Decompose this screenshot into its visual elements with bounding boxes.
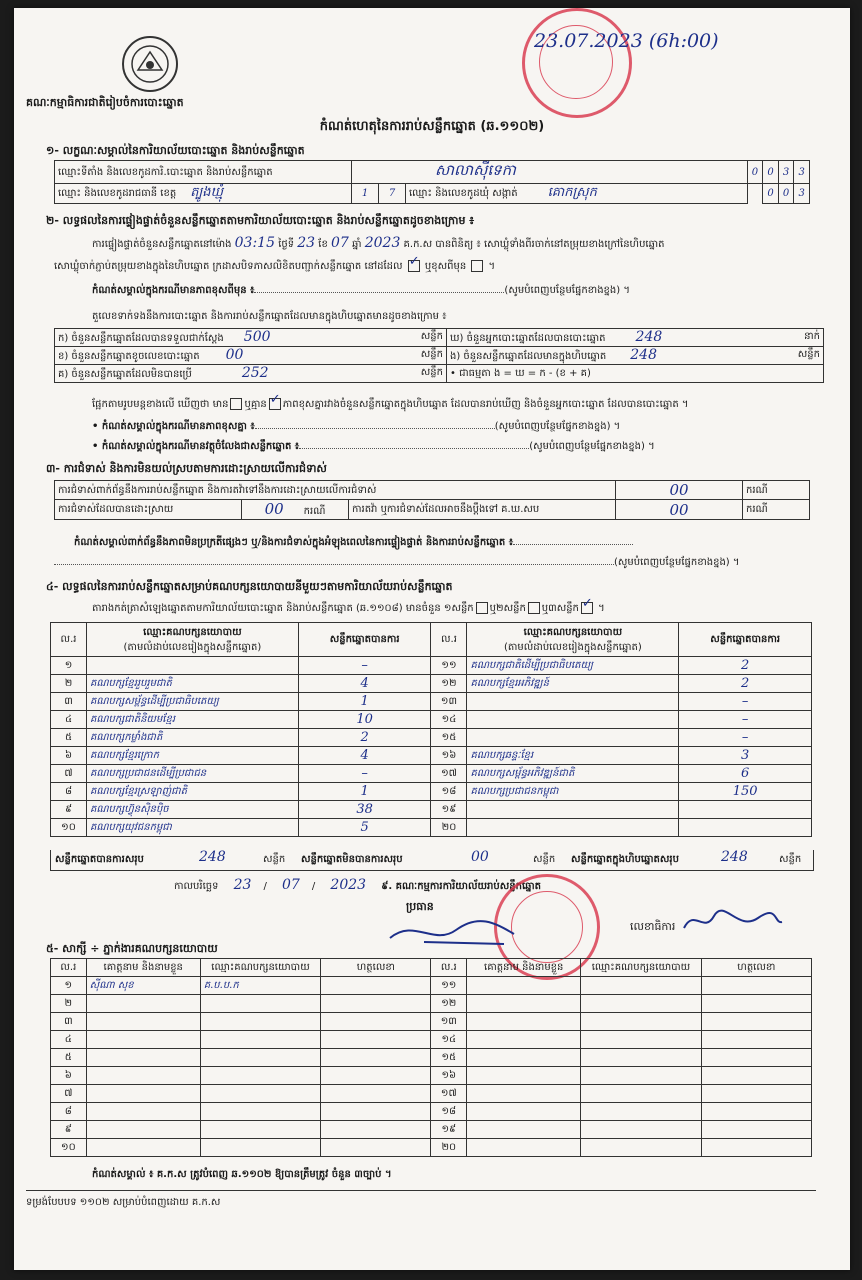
row-number: ១៣ xyxy=(431,1013,467,1031)
row-number: ៨ xyxy=(51,1103,87,1121)
witness-signature xyxy=(701,1139,811,1157)
row-number: ៥ xyxy=(51,729,87,747)
three-sheet-checkbox[interactable] xyxy=(581,602,593,614)
witness-table xyxy=(50,958,812,1157)
province-code-digit: 7 xyxy=(379,184,406,204)
witness-party xyxy=(581,1013,701,1031)
page-title: កំណត់ហេតុនៃការរាប់សន្លឹកឆ្នោត (ឆ.១១០២) xyxy=(319,119,545,134)
row-number: ៥ xyxy=(51,1049,87,1067)
form-sheet xyxy=(14,8,850,1270)
party-votes: 1 xyxy=(298,783,431,801)
witness-party xyxy=(581,1085,701,1103)
station-code-digit: 0 xyxy=(747,161,763,184)
witness-name xyxy=(467,977,581,995)
witness-name xyxy=(467,1085,581,1103)
witness-party xyxy=(200,1139,320,1157)
party-votes: 2 xyxy=(679,657,812,675)
section5-title: ៥- សាក្សី ÷ ភ្នាក់ងារគណបក្សនយោបាយ xyxy=(46,942,218,955)
row-number: ១ xyxy=(51,977,87,995)
section3-title: ៣- ការជំទាស់ និងការមិនយល់ស្របតាមការដោះស្រាយលើការជំទាស់ xyxy=(46,462,327,475)
row-number: ១៨ xyxy=(431,1103,467,1121)
witness-signature xyxy=(321,1085,431,1103)
party-votes: 1 xyxy=(298,693,431,711)
witness-party xyxy=(200,995,320,1013)
party-votes: 5 xyxy=(298,819,431,837)
seal-status-line: សោឃ្លុំចាក់ភ្ជាប់តម្រុយខាងក្នុងនៃហិបឆ្នោត ក្រដាសបិទភាសលិខិតបញ្ជាក់សន្លឹកឆ្នោត នៅដដែល ✓ ឬខុសពីមុន ។ xyxy=(54,260,495,274)
witness-party xyxy=(581,1139,701,1157)
witness-signature xyxy=(701,1121,811,1139)
table-row xyxy=(51,1031,812,1049)
row-number: ១៤ xyxy=(431,1031,467,1049)
witness-signature xyxy=(321,1121,431,1139)
col-sign-header: ហត្ថលេខា xyxy=(701,959,811,977)
witness-name xyxy=(467,995,581,1013)
witness-name xyxy=(86,1013,200,1031)
witness-name: ស៊ីណា សុខ xyxy=(86,977,200,995)
two-sheet-checkbox[interactable] xyxy=(528,602,540,614)
row-number: ១៣ xyxy=(431,693,467,711)
province-code-digit: 1 xyxy=(352,184,379,204)
witness-name xyxy=(467,1067,581,1085)
row-number: ១៧ xyxy=(431,1085,467,1103)
col-party-header: ឈ្មោះគណបក្សនយោបាយ xyxy=(200,959,320,977)
witness-party xyxy=(581,1103,701,1121)
province-label: ឈ្មោះ និងលេខកូដរាជធានី ខេត្ត ត្បូងឃ្មុំ xyxy=(55,184,352,204)
witness-signature xyxy=(321,1013,431,1031)
witness-party xyxy=(581,1067,701,1085)
row-number: ២០ xyxy=(431,1139,467,1157)
witness-signature xyxy=(701,1031,811,1049)
station-name-label: ឈ្មោះទីតាំង និងលេខកូដការិ.បោះឆ្នោត និងរាប់សន្លឹកឆ្នោត xyxy=(55,161,352,184)
no-difference-checkbox[interactable] xyxy=(269,398,281,410)
commune-code-digit: 0 xyxy=(763,184,779,204)
party-name: គណបក្សប្រជាជនកម្ពុជា xyxy=(467,783,679,801)
ballot-figures-table xyxy=(54,328,824,383)
row-number: ៨ xyxy=(51,783,87,801)
appeal-unit: ករណី xyxy=(743,500,810,520)
irregularity-fill: (សូមបំពេញបន្ថែមផ្នែកខាងខ្នង) ។ xyxy=(54,556,814,570)
row-number: ៦ xyxy=(51,1067,87,1085)
witness-name xyxy=(467,1103,581,1121)
witness-party xyxy=(581,977,701,995)
party-name xyxy=(467,819,679,837)
party-votes xyxy=(679,801,812,819)
party-name: គណបក្សប្រជាជនដើម្បីប្រជាជន xyxy=(86,765,298,783)
party-votes: 6 xyxy=(679,765,812,783)
witness-party xyxy=(200,1067,320,1085)
witness-signature xyxy=(701,1103,811,1121)
resolved-value: 00 ករណី xyxy=(242,500,349,520)
witness-party xyxy=(581,1121,701,1139)
figure-d: ឃ) ចំនួនអ្នកបោះឆ្នោតដែលបានបោះឆ្នោត 248 នាក់ xyxy=(447,329,824,347)
witness-party xyxy=(581,1049,701,1067)
party-name xyxy=(467,729,679,747)
row-number: ១២ xyxy=(431,995,467,1013)
row-number: ៣ xyxy=(51,693,87,711)
party-name: គណបក្សខ្មែរក្រោក xyxy=(86,747,298,765)
col-party-header: ឈ្មោះគណបក្សនយោបាយ xyxy=(581,959,701,977)
party-votes: 2 xyxy=(298,729,431,747)
witness-signature xyxy=(701,977,811,995)
witness-name xyxy=(467,1121,581,1139)
witness-party xyxy=(200,1085,320,1103)
commune-code-digit: 0 xyxy=(778,184,794,204)
col-party-header: ឈ្មោះគណបក្សនយោបាយ (តាមលំដាប់លេខរៀងក្នុងសន្លឹកឆ្នោត) xyxy=(467,623,679,657)
witness-signature xyxy=(321,995,431,1013)
figure-e: ង) ចំនួនសន្លឹកឆ្នោតដែលមានក្នុងហិបឆ្នោត 248 សន្លឹក xyxy=(447,347,824,365)
section2-title: ២- លទ្ធផលនៃការផ្ទៀងផ្ទាត់ចំនួនសន្លឹកឆ្នោតតាមការិយាល័យបោះឆ្នោត និងរាប់សន្លឹកឆ្នោតដូចខាងក្រោម ៖ xyxy=(46,214,475,227)
commune-label: ឈ្មោះ និងលេខកូដឃុំ សង្កាត់ គោកស្រុក xyxy=(406,184,748,204)
witness-signature xyxy=(321,1067,431,1085)
party-name: គណបក្សសម្ព័ន្ធដើម្បីប្រជាធិបតេយ្យ xyxy=(86,693,298,711)
party-votes: 150 xyxy=(679,783,812,801)
witness-name xyxy=(86,1085,200,1103)
row-number: ៤ xyxy=(51,711,87,729)
witness-signature xyxy=(701,995,811,1013)
witness-name xyxy=(86,1139,200,1157)
row-number: ៦ xyxy=(51,747,87,765)
table-row xyxy=(51,1139,812,1157)
complaints-table xyxy=(54,480,810,520)
party-votes: 4 xyxy=(298,675,431,693)
row-number: ១៨ xyxy=(431,783,467,801)
irregularity-note: កំណត់សម្គាល់ពាក់ព័ន្ធនឹងភាពមិនប្រក្រតីផ្សេងៗ ឬ/និងការជំទាស់ក្នុងអំឡុងពេលនៃការផ្ទៀងផ្ទាត់ និងការរាប់សន្លឹកឆ្នោត ៖ xyxy=(74,536,814,550)
row-number: ១ xyxy=(51,657,87,675)
party-votes xyxy=(679,819,812,837)
tally-sheet-line: តារាងកត់ត្រាសំឡេងឆ្នោតតាមការិយាល័យបោះឆ្នោត និងរាប់សន្លឹកឆ្នោត (ឆ.១១០៨) មានចំនួន ១សន្លឹក ឬ២សន្លឹក ឬ៣សន្លឹក✓ ។ xyxy=(92,602,605,616)
col-party-header: ឈ្មោះគណបក្សនយោបាយ (តាមលំដាប់លេខរៀងក្នុងសន្លឹកឆ្នោត) xyxy=(86,623,298,657)
party-name xyxy=(467,801,679,819)
table-row xyxy=(51,801,812,819)
party-name: គណបក្សជាតិនិយមខ្មែរ xyxy=(86,711,298,729)
party-votes: – xyxy=(679,693,812,711)
party-name xyxy=(467,693,679,711)
party-name xyxy=(86,657,298,675)
witness-name xyxy=(86,1121,200,1139)
witness-signature xyxy=(321,1031,431,1049)
party-votes: 38 xyxy=(298,801,431,819)
witness-party xyxy=(200,1049,320,1067)
table-row xyxy=(51,1049,812,1067)
change-note-line: កំណត់សម្គាល់ក្នុងករណីមានភាពខុសពីមុន ៖ (សូមបំពេញបន្ថែមផ្នែកខាងខ្នង) ។ xyxy=(92,285,630,296)
footnote: កំណត់សម្គាល់ ៖ គ.ក.ស ត្រូវបំពេញ ឆ.១១០២ ឱ្យបានត្រឹមត្រូវ ចំនួន ៣ច្បាប់ ។ xyxy=(92,1169,392,1180)
appeal-value: 00 xyxy=(616,500,743,520)
has-difference-checkbox[interactable] xyxy=(230,398,242,410)
polling-station-table xyxy=(54,160,810,204)
secretary-label: លេខាធិការ xyxy=(630,920,676,933)
row-number: ១៩ xyxy=(431,801,467,819)
row-number: ១៦ xyxy=(431,747,467,765)
figure-c: គ) ចំនួនសន្លឹកឆ្នោតដែលមិនបានប្រើ 252 សន្លឹក xyxy=(55,365,447,383)
witness-party xyxy=(200,1103,320,1121)
col-no-header: ល.រ xyxy=(431,623,467,657)
party-votes: – xyxy=(298,657,431,675)
table-row xyxy=(51,1013,812,1031)
complaints-unit: ករណី xyxy=(743,481,810,500)
witness-name xyxy=(467,1139,581,1157)
section4-title: ៤- លទ្ធផលនៃការរាប់សន្លឹកឆ្នោតសម្រាប់គណបក្សនយោបាយនីមួយៗតាមការិយាល័យរាប់សន្លឹកឆ្នោត xyxy=(46,580,453,593)
col-name-header: គោត្តនាម និងនាមខ្លួន xyxy=(467,959,581,977)
party-name: គណបក្សយុវជនកម្ពុជា xyxy=(86,819,298,837)
col-sign-header: ហត្ថលេខា xyxy=(321,959,431,977)
table-row xyxy=(51,1103,812,1121)
table-row xyxy=(51,1085,812,1103)
witness-name xyxy=(467,1031,581,1049)
witness-signature xyxy=(701,1067,811,1085)
row-number: ២ xyxy=(51,675,87,693)
witness-party xyxy=(200,1013,320,1031)
witness-name xyxy=(467,1013,581,1031)
witness-signature xyxy=(321,1049,431,1067)
table-row xyxy=(51,819,812,837)
row-number: ១៩ xyxy=(431,1121,467,1139)
row-number: ១១ xyxy=(431,657,467,675)
witness-signature xyxy=(321,1103,431,1121)
witness-party xyxy=(581,1031,701,1049)
row-number: ១០ xyxy=(51,819,87,837)
row-number: ៧ xyxy=(51,1085,87,1103)
witness-party xyxy=(200,1031,320,1049)
appeal-label: ការតវ៉ា ឬការជំទាស់ដែលអាចនឹងប្តឹងទៅ គ.ឃ.សប xyxy=(349,500,616,520)
row-number: ៩ xyxy=(51,1121,87,1139)
table-row xyxy=(51,693,812,711)
table-row xyxy=(51,729,812,747)
witness-name xyxy=(86,1103,200,1121)
station-name-value: សាលាសុីទេកា xyxy=(352,161,748,184)
official-seal-top xyxy=(522,8,632,118)
changed-checkbox[interactable] xyxy=(471,260,483,272)
witness-signature xyxy=(321,977,431,995)
foreign-object-note: • កំណត់សម្គាល់ក្នុងករណីមានវត្ថុចំលែងជាសន្លឹកឆ្នោត ៖ (សូមបំពេញបន្ថែមផ្នែកខាងខ្នង) ។ xyxy=(92,441,655,452)
party-votes: 3 xyxy=(679,747,812,765)
witness-name xyxy=(86,1049,200,1067)
col-name-header: គោត្តនាម និងនាមខ្លួន xyxy=(86,959,200,977)
party-name: គណបក្សខ្មែររួបរួមជាតិ xyxy=(86,675,298,693)
row-number: ១៤ xyxy=(431,711,467,729)
formula: • ជាធម្មតា ង = ឃ = ក - (ខ + គ) xyxy=(447,365,824,383)
row-number: ១២ xyxy=(431,675,467,693)
row-number: ១៧ xyxy=(431,765,467,783)
footer-divider xyxy=(26,1190,816,1191)
table-row xyxy=(51,1067,812,1085)
difference-note: • កំណត់សម្គាល់ក្នុងករណីមានភាពខុសគ្នា ៖ (សូមបំពេញបន្ថែមផ្នែកខាងខ្នង) ។ xyxy=(92,421,621,432)
party-name: គណបក្សសម្ព័ន្ធអភិវឌ្ឍន៍ជាតិ xyxy=(467,765,679,783)
difference-line: ផ្អែកតាមរូបមន្តខាងលើ ឃើញថា មាន ឬគ្មាន✓ ភាពខុសគ្នារវាងចំនួនសន្លឹកឆ្នោតក្នុងហិបឆ្នោត ដែលបានរាប់ឃើញ និងចំនួនអ្នកបោះឆ្នោត ដែលបានបោះឆ្នោត ។ xyxy=(92,398,688,412)
row-number: ២ xyxy=(51,995,87,1013)
table-row xyxy=(51,783,812,801)
table-row xyxy=(51,977,812,995)
complaints-label: ការជំទាស់ពាក់ព័ន្ធនឹងការរាប់សន្លឹកឆ្នោត និងការតវ៉ាទៅនឹងការដោះស្រាយលើការជំទាស់ xyxy=(55,481,616,500)
row-number: ៧ xyxy=(51,765,87,783)
table-row xyxy=(51,765,812,783)
col-no-header: ល.រ xyxy=(51,623,87,657)
row-number: ៤ xyxy=(51,1031,87,1049)
party-name: គណបក្សជាតិដើម្បីប្រជាធិបតេយ្យ xyxy=(467,657,679,675)
row-number: ១០ xyxy=(51,1139,87,1157)
handwritten-datetime: 23.07.2023 (6h:00) xyxy=(534,30,719,52)
party-name: គណបក្សឆន្ទៈខ្មែរ xyxy=(467,747,679,765)
party-results-table xyxy=(50,622,812,837)
nec-logo-icon xyxy=(122,36,178,92)
witness-name xyxy=(86,995,200,1013)
table-row xyxy=(51,711,812,729)
figure-a: ក) ចំនួនសន្លឹកឆ្នោតដែលបានទទួលជាក់ស្តែង 500 សន្លឹក xyxy=(55,329,447,347)
row-number: ៣ xyxy=(51,1013,87,1031)
secretary-signature-icon xyxy=(678,904,788,940)
row-number: ៩ xyxy=(51,801,87,819)
party-name: គណបក្សហ៊្វុនស៊ិនប៉ិច xyxy=(86,801,298,819)
party-name: គណបក្សកម្លាំងជាតិ xyxy=(86,729,298,747)
table-row xyxy=(51,747,812,765)
table-row xyxy=(51,1121,812,1139)
resolved-label: ការជំទាស់ដែលបានដោះស្រាយ xyxy=(55,500,242,520)
row-number: ១៥ xyxy=(431,729,467,747)
party-name xyxy=(467,711,679,729)
form-footer: ទម្រង់បែបបទ ១១០២ សម្រាប់បំពេញដោយ គ.ក.ស xyxy=(26,1197,221,1208)
row-number: ១១ xyxy=(431,977,467,995)
org-name: គណៈកម្មាធិការជាតិរៀបចំការបោះឆ្នោត xyxy=(26,96,184,109)
figure-b: ខ) ចំនួនសន្លឹកឆ្នោតខូចលេខបោះឆ្នោត 00 សន្លឹក xyxy=(55,347,447,365)
one-sheet-checkbox[interactable] xyxy=(476,602,488,614)
station-code-digit: 3 xyxy=(778,161,794,184)
witness-name xyxy=(467,1049,581,1067)
party-votes: – xyxy=(679,729,812,747)
row-number: ២០ xyxy=(431,819,467,837)
witness-signature xyxy=(701,1013,811,1031)
totals-row: សន្លឹកឆ្នោតបានការសរុប 248 សន្លឹក សន្លឹកឆ្នោតមិនបានការសរុប 00 សន្លឹក សន្លឹកឆ្នោតក្នុងហិបឆ្នោតសរុប 248 សន្លឹក xyxy=(50,850,814,871)
complaints-value: 00 xyxy=(616,481,743,500)
witness-party xyxy=(200,1121,320,1139)
col-votes-header: សន្លឹកឆ្នោតបានការ xyxy=(298,623,431,657)
station-code-digit: 0 xyxy=(763,161,779,184)
party-votes: 10 xyxy=(298,711,431,729)
witness-signature xyxy=(701,1085,811,1103)
unchanged-checkbox[interactable] xyxy=(408,260,420,272)
section1-title: ១- លក្ខណៈសម្គាល់នៃការិយាល័យបោះឆ្នោត និងរាប់សន្លឹកឆ្នោត xyxy=(46,144,305,157)
table-row xyxy=(51,995,812,1013)
chair-signature-icon xyxy=(384,912,544,952)
witness-signature xyxy=(701,1049,811,1067)
commune-code-digit: 3 xyxy=(794,184,810,204)
table-row xyxy=(51,657,812,675)
party-votes: – xyxy=(298,765,431,783)
witness-party xyxy=(581,995,701,1013)
witness-name xyxy=(86,1067,200,1085)
witness-name xyxy=(86,1031,200,1049)
witness-signature xyxy=(321,1139,431,1157)
signature-date-line: កាលបរិច្ឆេទ 23 / 07 / 2023 ៩. គណៈកម្មការការិយាល័យរាប់សន្លឹកឆ្នោត xyxy=(174,877,541,893)
chair-label: ប្រធាន xyxy=(406,900,434,913)
witness-party: គ.ប.ប.ក xyxy=(200,977,320,995)
row-number: ១៥ xyxy=(431,1049,467,1067)
party-votes: 4 xyxy=(298,747,431,765)
party-name: គណបក្សខ្មែរស្រឡាញ់ជាតិ xyxy=(86,783,298,801)
col-no-header: ល.រ xyxy=(431,959,467,977)
station-code-digit: 3 xyxy=(794,161,810,184)
figures-intro: តួលេខទាក់ទងនឹងការបោះឆ្នោត និងការរាប់សន្លឹកឆ្នោតដែលមានក្នុងហិបឆ្នោតមានដូចខាងក្រោម ៖ xyxy=(92,311,447,322)
table-row xyxy=(51,675,812,693)
col-no-header: ល.រ xyxy=(51,959,87,977)
verification-line: ការផ្ទៀងផ្ទាត់ចំនួនសន្លឹកឆ្នោតនៅម៉ោង 03:15 ថ្ងៃទី 23 ខែ 07 ឆ្នាំ 2023 គ.ក.ស បានពិនិត្យ ៖ សោឃ្លុំទាំងពីរចាក់នៅតម្រុយខាងក្រៅនៃហិបឆ្នោត xyxy=(92,235,665,251)
party-name: គណបក្សខ្មែរអភិវឌ្ឍន៍ xyxy=(467,675,679,693)
party-votes: 2 xyxy=(679,675,812,693)
row-number: ១៦ xyxy=(431,1067,467,1085)
col-votes-header: សន្លឹកឆ្នោតបានការ xyxy=(679,623,812,657)
party-votes: – xyxy=(679,711,812,729)
